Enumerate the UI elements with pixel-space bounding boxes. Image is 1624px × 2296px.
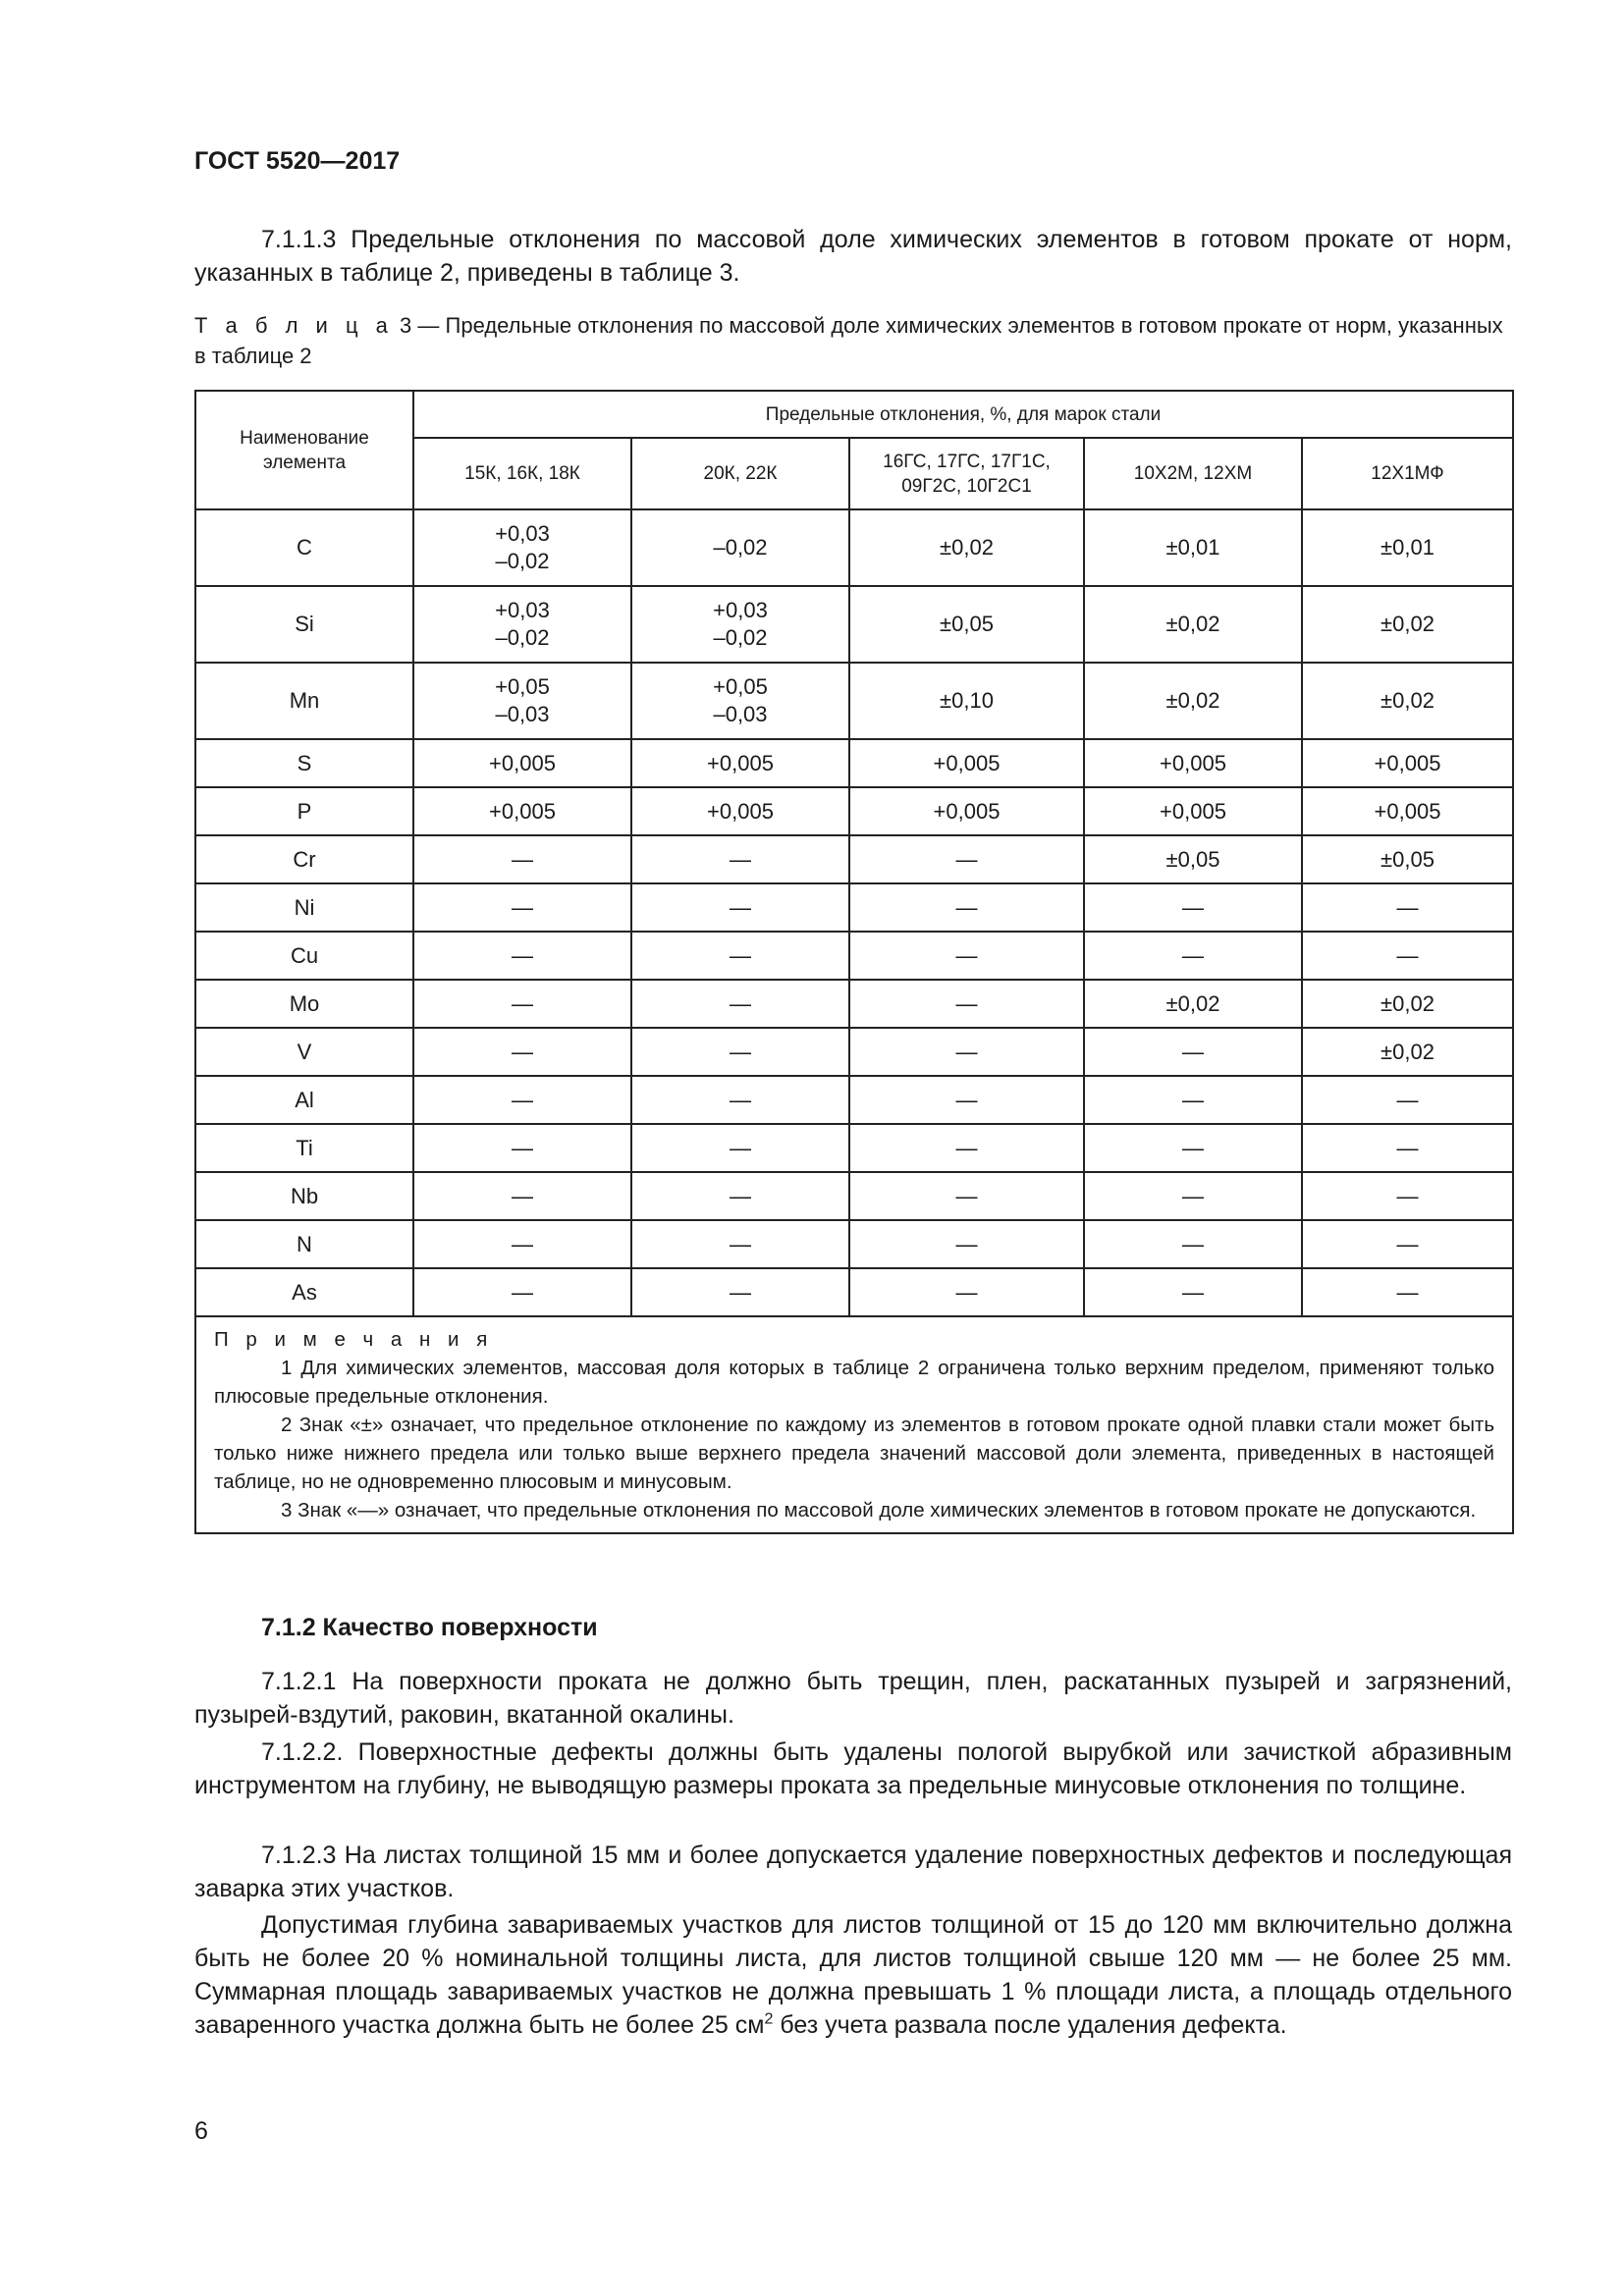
value-cell (849, 1124, 1084, 1172)
table-row (195, 883, 1513, 932)
paragraph: 7.1.2.2. Поверхностные дефекты должны быть удалены пологой вырубкой или зачисткой абразивным инструментом на глубину, не выводящую размеры проката за предельные минусовые отклонения по толщине. (194, 1738, 1512, 1799)
value-line: — (1182, 1039, 1204, 1064)
value-cell (413, 1220, 631, 1268)
value-cell (849, 739, 1084, 787)
group-header: Предельные отклонения, %, для марок стали (413, 391, 1513, 438)
value-cell (1302, 883, 1513, 932)
value-cell (1084, 739, 1302, 787)
table-row (195, 1220, 1513, 1268)
value-cell (413, 835, 631, 883)
value-line: –0,03 (495, 702, 550, 726)
paragraph: 7.1.2.1 На поверхности проката не должно быть трещин, плен, раскатанных пузырей и загрязнений, пузырей-вздутий, раковин, вкатанной окалины. (194, 1668, 1512, 1729)
document-id: ГОСТ 5520—2017 (194, 147, 401, 175)
value-line: — (1396, 894, 1419, 920)
value-cell (1302, 1220, 1513, 1268)
value-line: ±0,02 (1165, 688, 1220, 713)
value-line: ±0,05 (940, 612, 994, 636)
value-cell (631, 980, 849, 1028)
value-line: — (1182, 1087, 1204, 1112)
value-cell (849, 1028, 1084, 1076)
table-row (195, 980, 1513, 1028)
value-line: — (730, 1087, 751, 1112)
value-line: ±0,01 (1165, 535, 1220, 560)
value-line: –0,02 (713, 625, 768, 650)
value-line: — (730, 1183, 751, 1208)
value-cell (849, 509, 1084, 586)
value-line: — (955, 846, 978, 872)
element-cell: C (195, 509, 413, 586)
value-line: — (1182, 1183, 1204, 1208)
table-row (195, 663, 1513, 739)
value-line: +0,005 (707, 750, 774, 775)
element-cell: Nb (195, 1172, 413, 1220)
value-cell (1084, 787, 1302, 835)
element-cell: Al (195, 1076, 413, 1124)
intro-paragraph: 7.1.1.3 Предельные отклонения по массовой доле химических элементов в готовом прокате от норм, указанных в таблице 2, приведены в таблице 3. (194, 226, 1512, 287)
value-cell (631, 1220, 849, 1268)
value-cell (1302, 586, 1513, 663)
value-line: ±0,02 (940, 535, 994, 560)
value-cell (1084, 883, 1302, 932)
value-cell (1084, 1028, 1302, 1076)
value-cell (1302, 1028, 1513, 1076)
value-cell (1084, 509, 1302, 586)
value-cell (631, 1172, 849, 1220)
value-line: — (730, 846, 751, 872)
table-row (195, 1124, 1513, 1172)
value-line: — (512, 1039, 533, 1064)
value-line: +0,005 (489, 750, 556, 775)
value-cell (1302, 1268, 1513, 1316)
row-header: Наименование элемента (195, 391, 413, 509)
value-cell (413, 787, 631, 835)
value-line: — (730, 942, 751, 968)
value-line: ±0,02 (1380, 1039, 1435, 1064)
element-cell: Cu (195, 932, 413, 980)
value-line: ±0,05 (1380, 846, 1435, 872)
table-notes (195, 1316, 1513, 1533)
value-cell (631, 1076, 849, 1124)
value-cell (1084, 1220, 1302, 1268)
table-row (195, 1172, 1513, 1220)
element-cell: V (195, 1028, 413, 1076)
value-line: +0,005 (1374, 750, 1441, 775)
value-cell (1084, 835, 1302, 883)
value-cell (413, 932, 631, 980)
value-line: — (1396, 1135, 1419, 1160)
value-cell (413, 1028, 631, 1076)
value-cell (413, 1172, 631, 1220)
value-line: — (730, 894, 751, 920)
value-line: ±0,02 (1165, 990, 1220, 1016)
last-paragraph-tail: без учета развала после удаления дефекта. (773, 2011, 1287, 2039)
value-line: –0,02 (495, 625, 550, 650)
value-line: +0,005 (1160, 750, 1226, 775)
value-line: –0,02 (713, 535, 768, 560)
value-line: — (955, 1231, 978, 1256)
element-cell: S (195, 739, 413, 787)
value-cell (1302, 787, 1513, 835)
value-cell (849, 663, 1084, 739)
element-cell: Si (195, 586, 413, 663)
value-cell (631, 932, 849, 980)
value-line: ±0,02 (1380, 990, 1435, 1016)
table-row (195, 1076, 1513, 1124)
note-item: 3 Знак «—» означает, что предельные отклонения по массовой доле химических элементов в готовом прокате не допускаются. (281, 1499, 1477, 1522)
value-line: — (1182, 942, 1204, 968)
value-line: — (512, 990, 533, 1016)
table-row (195, 1268, 1513, 1316)
value-cell (849, 932, 1084, 980)
value-cell (849, 980, 1084, 1028)
last-paragraph-text: Допустимая глубина завариваемых участков для листов толщиной от 15 до 120 мм включительно должна быть не более 20 % номинальной толщины листа, для листов толщиной свыше 120 мм — не более 25 мм. Суммарная площадь завариваемых участков не должна превышать 1 % площади листа, а площадь отдельного заваренного участка должна быть не более 25 см (194, 1911, 1512, 2039)
table-caption-number: 3 (400, 313, 412, 338)
value-cell (1302, 835, 1513, 883)
value-line: — (955, 1183, 978, 1208)
value-line: — (1182, 1135, 1204, 1160)
column-header: 10Х2М, 12ХМ (1084, 438, 1302, 509)
table-caption-text: — Предельные отклонения по массовой доле химических элементов в готовом прокате от норм, указанных в таблице 2 (194, 313, 1503, 368)
superscript: 2 (764, 2010, 774, 2028)
value-cell (1084, 1172, 1302, 1220)
value-line: ±0,01 (1380, 535, 1435, 560)
value-cell (849, 1268, 1084, 1316)
value-line: +0,005 (933, 750, 1001, 775)
value-cell (631, 509, 849, 586)
value-cell (631, 1124, 849, 1172)
value-line: +0,05 (495, 674, 550, 699)
value-cell (849, 883, 1084, 932)
value-line: — (512, 1087, 533, 1112)
element-cell: P (195, 787, 413, 835)
value-line: +0,005 (1160, 798, 1226, 824)
value-line: –0,03 (713, 702, 768, 726)
table-row (195, 586, 1513, 663)
value-line: — (1396, 1087, 1419, 1112)
value-cell (1302, 1124, 1513, 1172)
element-cell: As (195, 1268, 413, 1316)
table-body (195, 509, 1513, 1316)
value-line: ±0,02 (1380, 612, 1435, 636)
value-cell (413, 739, 631, 787)
element-cell: Ti (195, 1124, 413, 1172)
note-item: 2 Знак «±» означает, что предельное отклонение по каждому из элементов в готовом прокате одной плавки стали может быть только ниже нижнего предела или только выше верхнего предела значений массовой доли элемента, приведенных в настоящей таблице, но не одновременно плюсовым и минусовым. (214, 1414, 1495, 1493)
value-cell (849, 835, 1084, 883)
value-cell (413, 663, 631, 739)
table-row (195, 739, 1513, 787)
value-cell (631, 1028, 849, 1076)
value-cell (1084, 1268, 1302, 1316)
value-line: — (955, 1135, 978, 1160)
value-line: +0,005 (707, 798, 774, 824)
value-line: — (955, 1279, 978, 1305)
value-cell (1084, 980, 1302, 1028)
value-line: — (1182, 894, 1204, 920)
value-cell (1084, 586, 1302, 663)
value-cell (631, 663, 849, 739)
value-line: — (1396, 942, 1419, 968)
value-line: +0,03 (713, 598, 768, 622)
value-cell (849, 787, 1084, 835)
value-line: — (955, 1087, 978, 1112)
value-line: +0,03 (495, 521, 550, 546)
value-cell (1302, 980, 1513, 1028)
value-line: ±0,02 (1380, 688, 1435, 713)
value-line: — (730, 1039, 751, 1064)
value-cell (1302, 509, 1513, 586)
value-line: — (1182, 1231, 1204, 1256)
value-cell (413, 883, 631, 932)
value-line: — (730, 1135, 751, 1160)
value-cell (849, 1076, 1084, 1124)
value-line: — (1396, 1279, 1419, 1305)
value-cell (1084, 932, 1302, 980)
value-line: — (955, 1039, 978, 1064)
value-cell (631, 739, 849, 787)
value-line: +0,005 (1374, 798, 1441, 824)
deviation-table (194, 390, 1514, 1534)
value-cell (413, 1124, 631, 1172)
page-number: 6 (194, 2117, 208, 2145)
value-cell (1302, 932, 1513, 980)
value-cell (413, 1076, 631, 1124)
column-header: 15К, 16К, 18К (413, 438, 631, 509)
value-line: — (512, 1279, 533, 1305)
element-cell: Cr (195, 835, 413, 883)
value-cell (1084, 663, 1302, 739)
element-cell: Mn (195, 663, 413, 739)
value-line: ±0,10 (940, 688, 994, 713)
value-cell (631, 1268, 849, 1316)
value-cell (631, 883, 849, 932)
value-line: — (955, 942, 978, 968)
value-cell (413, 980, 631, 1028)
value-cell (1302, 1172, 1513, 1220)
value-line: –0,02 (495, 549, 550, 573)
value-cell (631, 787, 849, 835)
value-line: — (1396, 1183, 1419, 1208)
value-cell (1084, 1076, 1302, 1124)
table-row (195, 932, 1513, 980)
section-heading: 7.1.2 Качество поверхности (261, 1614, 598, 1641)
value-cell (1084, 1124, 1302, 1172)
value-line: — (512, 894, 533, 920)
value-line: ±0,05 (1165, 846, 1220, 872)
value-line: — (512, 1183, 533, 1208)
value-cell (1302, 1076, 1513, 1124)
value-line: +0,03 (495, 598, 550, 622)
element-cell: Mo (195, 980, 413, 1028)
last-paragraph (194, 1908, 1512, 2042)
table-caption (194, 310, 1512, 371)
value-cell (1302, 663, 1513, 739)
value-line: — (1396, 1231, 1419, 1256)
value-cell (631, 586, 849, 663)
notes-title: П р и м е ч а н и я (214, 1328, 494, 1351)
paragraph: 7.1.2.3 На листах толщиной 15 мм и более допускается удаление поверхностных дефектов и последующая заварка этих участков. (194, 1842, 1512, 1902)
value-cell (413, 1268, 631, 1316)
value-line: +0,005 (933, 798, 1001, 824)
value-line: — (730, 1231, 751, 1256)
table-row (195, 1028, 1513, 1076)
table-caption-label: Т а б л и ц а (194, 313, 394, 338)
value-line: — (512, 1231, 533, 1256)
value-cell (849, 1220, 1084, 1268)
value-line: — (730, 1279, 751, 1305)
value-cell (849, 586, 1084, 663)
element-cell: Ni (195, 883, 413, 932)
element-cell: N (195, 1220, 413, 1268)
value-cell (631, 835, 849, 883)
value-line: +0,05 (713, 674, 768, 699)
value-line: — (512, 1135, 533, 1160)
value-line: +0,005 (489, 798, 556, 824)
column-header: 16ГС, 17ГС, 17Г1С, 09Г2С, 10Г2С1 (849, 438, 1084, 509)
value-line: — (955, 990, 978, 1016)
value-line: — (512, 942, 533, 968)
table-row (195, 835, 1513, 883)
value-cell (849, 1172, 1084, 1220)
table-row (195, 787, 1513, 835)
column-header: 20К, 22К (631, 438, 849, 509)
value-line: — (955, 894, 978, 920)
value-line: — (512, 846, 533, 872)
column-header: 12Х1МФ (1302, 438, 1513, 509)
note-item: 1 Для химических элементов, массовая доля которых в таблице 2 ограничена только верхним пределом, применяют только плюсовые предельные отклонения. (214, 1357, 1495, 1408)
value-line: — (730, 990, 751, 1016)
value-cell (413, 586, 631, 663)
value-cell (413, 509, 631, 586)
value-line: — (1182, 1279, 1204, 1305)
table-row (195, 509, 1513, 586)
value-cell (1302, 739, 1513, 787)
value-line: ±0,02 (1165, 612, 1220, 636)
